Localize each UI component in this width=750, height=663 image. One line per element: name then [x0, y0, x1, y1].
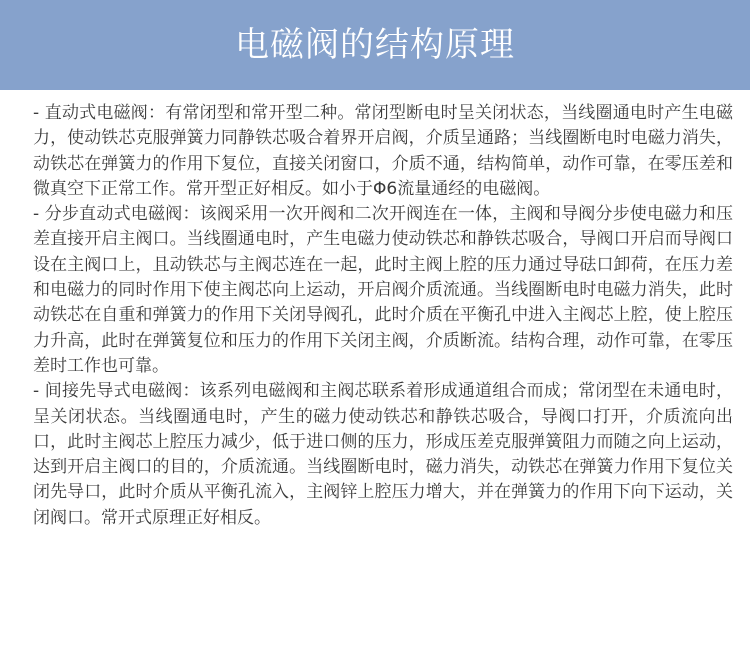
article-body [33, 101, 733, 531]
title-banner [0, 0, 750, 90]
paragraph-pilot-operated: - 间接先导式电磁阀：该系列电磁阀和主阀芯联系着形成通道组合而成；常闭型在未通电时，呈关闭状态。当线圈通电时，产生的磁力使动铁芯和静铁芯吸合，导阀口打开，介质流向出口，此时主阀芯上腔压力减少，低于进口侧的压力，形成压差克服弹簧阻力而随之向上运动，达到开启主阀口的目的，介质流通。当线圈断电时，磁力消失，动铁芯在弹簧力作用下复位关闭先导口，此时介质从平衡孔流入，主阀锌上腔压力增大，并在弹簧力的作用下向下运动，关闭阀口。常开式原理正好相反。 [33, 381, 733, 528]
paragraph-stepped-direct-acting: - 分步直动式电磁阀：该阀采用一次开阀和二次开阀连在一体，主阀和导阀分步使电磁力和压差直接开启主阀口。当线圈通电时，产生电磁力使动铁芯和静铁芯吸合，导阀口开启而导阀口设在主阀口上，且动铁芯与主阀芯连在一起，此时主阀上腔的压力通过导砝口卸荷，在压力差和电磁力的同时作用下使主阀芯向上运动，开启阀介质流通。当线圈断电时电磁力消失，此时动铁芯在自重和弹簧力的作用下关闭导阀孔，此时介质在平衡孔中进入主阀芯上腔，使上腔压力升高，此时在弹簧复位和压力的作用下关闭主阀，介质断流。结构合理，动作可靠，在零压差时工作也可靠。 [33, 204, 733, 376]
page-title: 电磁阀的结构原理 [235, 25, 515, 65]
paragraph-direct-acting: - 直动式电磁阀：有常闭型和常开型二种。常闭型断电时呈关闭状态，当线圈通电时产生电磁力，使动铁芯克服弹簧力同静铁芯吸合着界开启阀，介质呈通路；当线圈断电时电磁力消失，动铁芯在弹簧力的作用下复位，直接关闭窗口，介质不通，结构简单，动作可靠，在零压差和微真空下正常工作。常开型正好相反。如小于Φ6流量通经的电磁阀。 [33, 103, 733, 199]
